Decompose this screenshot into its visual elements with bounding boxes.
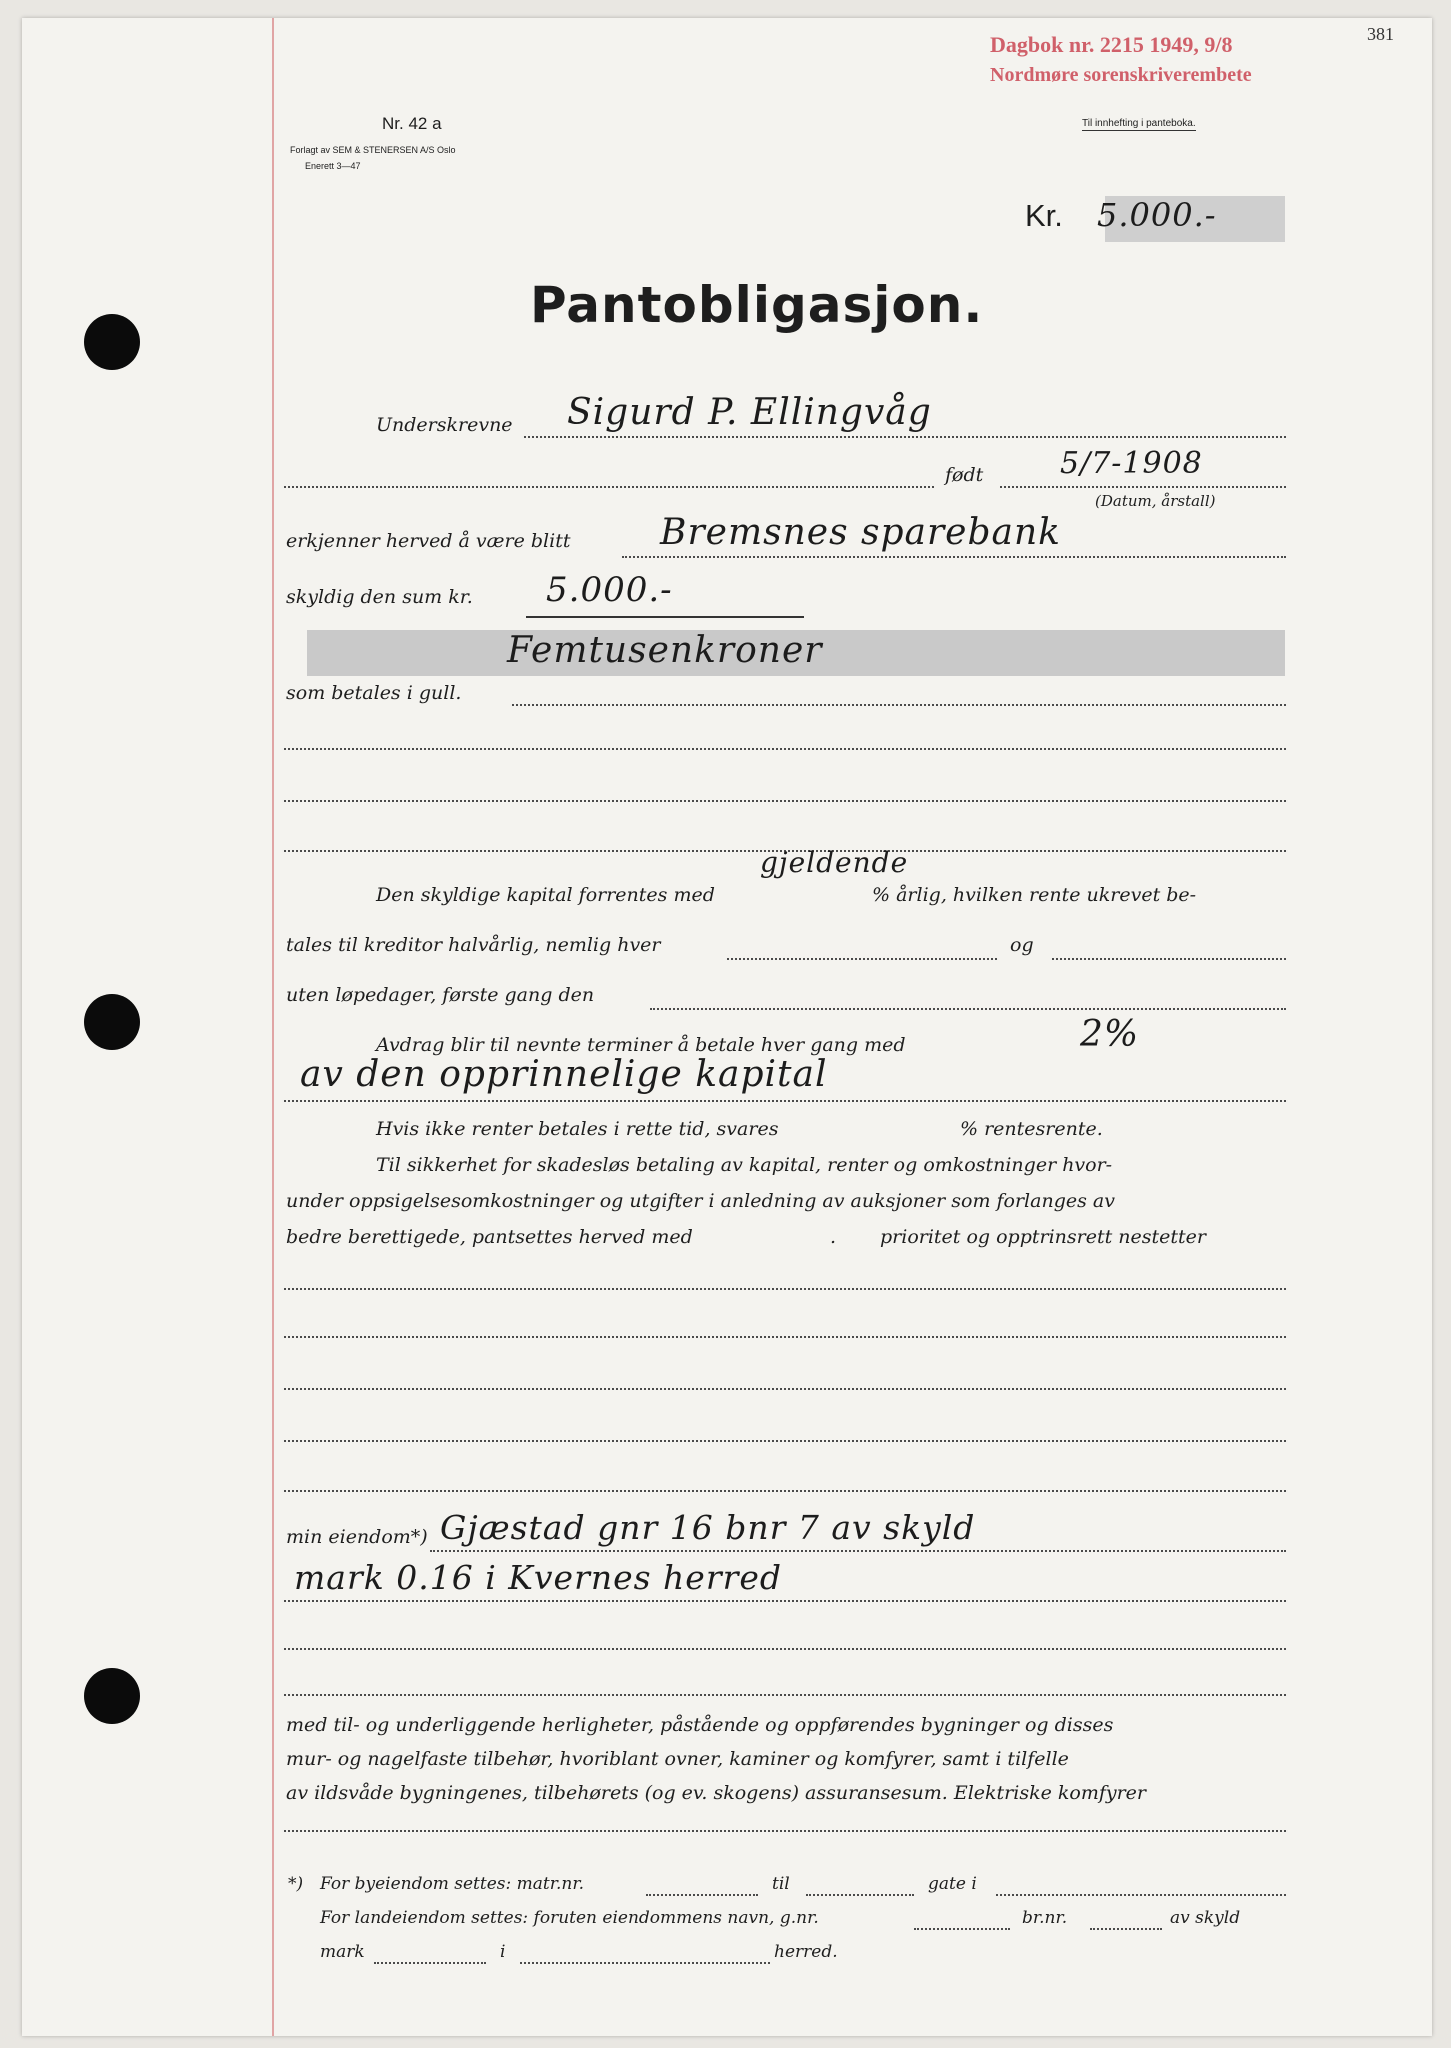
punch-hole (84, 314, 140, 370)
fill-line (727, 958, 997, 960)
erkjenner-value: Bremsnes sparebank (660, 512, 1061, 553)
skyldig-value: 5.000.- (546, 570, 673, 610)
security-line-1: Til sikkerhet for skadesløs betaling av kapital, renter og omkostninger hvor- (376, 1154, 1113, 1176)
closing-line-1: med til- og underliggende herligheter, påstående og oppførendes bygninger og disses (286, 1714, 1114, 1736)
interest-line-3: uten løpedager, første gang den (286, 984, 595, 1006)
footnote-herred: herred. (774, 1942, 838, 1962)
interest-value: gjeldende (760, 846, 909, 879)
punch-hole (84, 994, 140, 1050)
underskrevne-value: Sigurd P. Ellingvåg (567, 392, 932, 433)
fill-line (284, 1288, 1286, 1290)
interest-og: og (1010, 934, 1034, 956)
fill-line (646, 1894, 758, 1896)
fill-line (806, 1894, 914, 1896)
security-line-3-after: prioritet og opptrinsrett nestetter (880, 1226, 1207, 1248)
fill-line (1090, 1928, 1162, 1930)
fill-line (284, 1694, 1286, 1696)
fill-line (284, 1490, 1286, 1492)
fill-line (650, 1008, 1286, 1010)
closing-line-3: av ildsvåde bygningenes, tilbehørets (og ev. skogens) assuransesum. Elektriske komfyrer (286, 1782, 1147, 1804)
interest-line-1-after: % årlig, hvilken rente ukrevet be- (872, 884, 1197, 906)
footnote-i: i (500, 1942, 506, 1962)
datum-hint: (Datum, årstall) (1095, 492, 1216, 510)
underskrevne-label: Underskrevne (376, 414, 513, 436)
document-page (22, 18, 1432, 2036)
fill-line (622, 556, 1286, 558)
publisher-line-2: Enerett 3—47 (305, 161, 361, 171)
security-line-2: under oppsigelsesomkostninger og utgifter i anledning av auksjoner som forlanges av (286, 1190, 1115, 1212)
property-value-2: mark 0.16 i Kvernes herred (294, 1558, 783, 1597)
margin-rule (272, 18, 274, 2036)
fodt-value: 5/7-1908 (1060, 446, 1203, 481)
fodt-label: født (945, 464, 984, 486)
fill-line (374, 1962, 486, 1964)
interest-line-1: Den skyldige kapital forrentes med (376, 884, 715, 906)
kr-label: Kr. (1025, 198, 1063, 233)
skyldig-label: skyldig den sum kr. (286, 586, 473, 608)
footnote-mark: mark (320, 1942, 365, 1962)
gull-label: som betales i gull. (286, 682, 462, 704)
kr-amount: 5.000.- (1097, 196, 1217, 234)
footnote-gate: gate i (928, 1874, 977, 1894)
fill-line (284, 1388, 1286, 1390)
property-value-1: Gjæstad gnr 16 bnr 7 av skyld (440, 1508, 976, 1547)
punch-hole (84, 1668, 140, 1724)
footnote-line-1: For byeiendom settes: matr.nr. (320, 1874, 584, 1894)
fill-line (526, 616, 804, 618)
fill-line (520, 1962, 770, 1964)
renter-label: Hvis ikke renter betales i rette tid, svares (376, 1118, 779, 1140)
registry-stamp-line1: Dagbok nr. 2215 1949, 9/8 (990, 32, 1233, 57)
footnote-skyld: av skyld (1170, 1908, 1241, 1928)
avdrag-line-2: av den opprinnelige kapital (300, 1054, 828, 1095)
fill-line (284, 486, 934, 488)
renter-after: % rentesrente. (960, 1118, 1103, 1140)
fill-line (284, 800, 1286, 802)
til-innhefting-note: Til innhefting i panteboka. (1082, 118, 1196, 129)
erkjenner-label: erkjenner herved å være blitt (286, 530, 571, 552)
amount-words: Femtusenkroner (507, 630, 823, 671)
property-label: min eiendom*) (286, 1526, 428, 1548)
fill-line (284, 748, 1286, 750)
page-number: 381 (1367, 24, 1394, 44)
fill-line (996, 1894, 1286, 1896)
fill-line (430, 1550, 1286, 1552)
fill-line (284, 1830, 1286, 1832)
fill-line (1000, 486, 1286, 488)
footnote-line-2: For landeiendom settes: foruten eiendommens navn, g.nr. (320, 1908, 819, 1928)
fill-line (1052, 958, 1286, 960)
document-title: Pantobligasjon. (530, 276, 984, 334)
fill-line (284, 1100, 1286, 1102)
registry-stamp-line2: Nordmøre sorenskriverembete (990, 64, 1252, 86)
security-dot: . (830, 1226, 837, 1248)
footnote-star: *) (288, 1874, 304, 1894)
fill-line (512, 704, 1286, 706)
fill-line (284, 1336, 1286, 1338)
form-number: Nr. 42 a (382, 114, 442, 133)
footnote-brnr: br.nr. (1022, 1908, 1068, 1928)
avdrag-value: 2% (1080, 1014, 1140, 1055)
closing-line-2: mur- og nagelfaste tilbehør, hvoriblant ovner, kaminer og komfyrer, samt i tilfelle (286, 1748, 1069, 1770)
interest-line-2: tales til kreditor halvårlig, nemlig hver (286, 934, 661, 956)
footnote-til: til (772, 1874, 790, 1894)
fill-line (284, 1648, 1286, 1650)
publisher-line-1: Forlagt av SEM & STENERSEN A/S Oslo (290, 145, 456, 155)
avdrag-label: Avdrag blir til nevnte terminer å betale hver gang med (376, 1034, 906, 1056)
fill-line (284, 1440, 1286, 1442)
fill-line (914, 1928, 1010, 1930)
fill-line (284, 1600, 1286, 1602)
security-line-3: bedre berettigede, pantsettes herved med (286, 1226, 693, 1248)
fill-line (524, 436, 1286, 438)
